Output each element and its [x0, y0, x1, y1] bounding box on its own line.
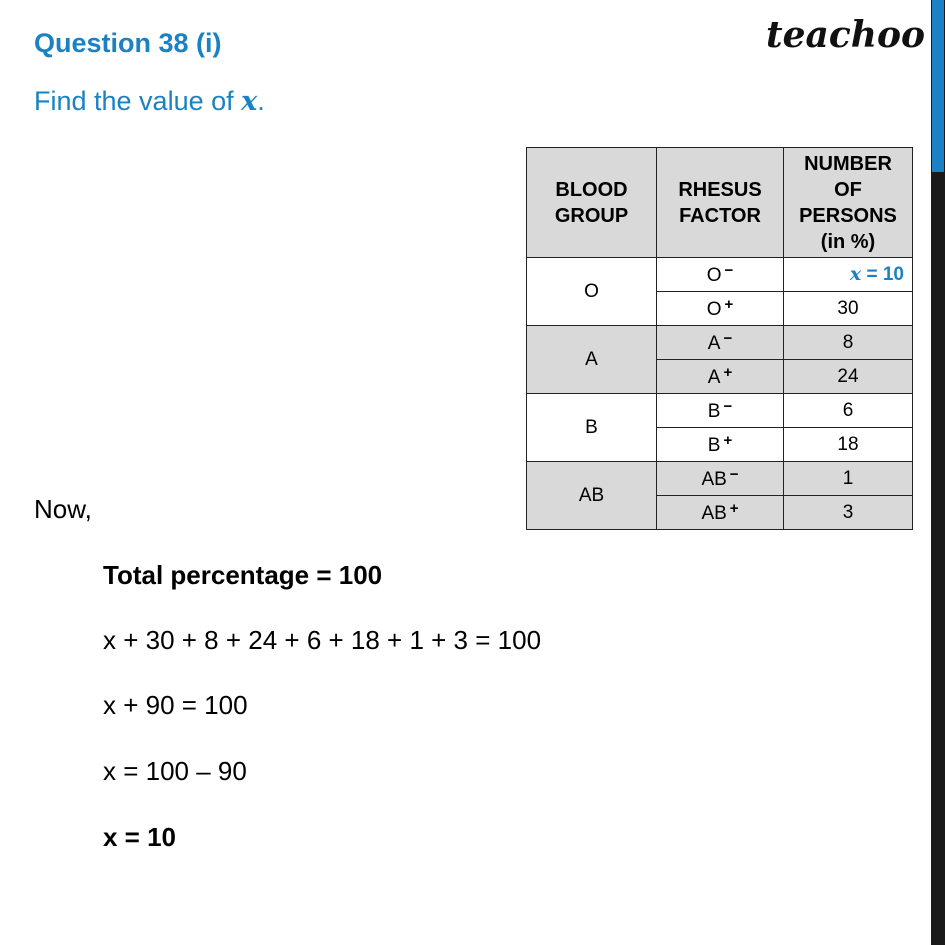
factor-cell [657, 258, 784, 292]
question-text [34, 86, 265, 117]
solution-line-simplified: x + 90 = 100 [103, 690, 248, 720]
factor-sign: + [729, 500, 739, 517]
factor-text: O [706, 265, 722, 286]
solution-line-total: Total percentage = 100 [103, 560, 383, 590]
value-cell: 1 [784, 462, 913, 496]
group-cell: A [527, 326, 657, 394]
factor-sign: + [723, 432, 733, 449]
factor-sign: − [723, 330, 733, 347]
group-cell: B [527, 394, 657, 462]
value-cell: 6 [784, 394, 913, 428]
factor-text: B [707, 401, 721, 422]
table-header-row [527, 148, 913, 258]
factor-sign: − [729, 466, 739, 483]
header-blood-group [527, 148, 657, 258]
value-cell: 30 [784, 292, 913, 326]
factor-text: O [706, 299, 722, 320]
factor-sign: − [724, 262, 734, 279]
group-cell: AB [527, 462, 657, 530]
x-value: = 10 [861, 264, 904, 285]
factor-cell [657, 394, 784, 428]
teachoo-logo[interactable]: teachoo [766, 14, 925, 56]
question-prefix: Find the value of [34, 86, 242, 116]
group-cell: O [527, 258, 657, 326]
header-rhesus-factor-text: RHESUS FACTOR [678, 178, 762, 227]
table-row [527, 394, 913, 428]
header-blood-group-text: BLOOD GROUP [554, 178, 629, 227]
scrollbar[interactable] [931, 0, 945, 945]
table-row [527, 462, 913, 496]
value-cell: 3 [784, 496, 913, 530]
blood-group-table [526, 147, 913, 530]
factor-cell [657, 292, 784, 326]
question-variable: x [241, 86, 258, 117]
header-rhesus-factor [657, 148, 784, 258]
table-row [527, 326, 913, 360]
scrollbar-thumb[interactable] [932, 0, 944, 172]
value-cell: 8 [784, 326, 913, 360]
factor-sign: + [724, 296, 734, 313]
header-number-of-persons [784, 148, 913, 258]
factor-text: B [707, 435, 721, 456]
factor-text: A [707, 333, 721, 354]
factor-sign: + [723, 364, 733, 381]
factor-text: AB [701, 469, 727, 490]
value-cell: 18 [784, 428, 913, 462]
factor-sign: − [723, 398, 733, 415]
factor-text: AB [701, 503, 727, 524]
header-number-text: NUMBER OF PERSONS (in %) [799, 152, 897, 253]
value-cell: 24 [784, 360, 913, 394]
factor-cell [657, 428, 784, 462]
solution-line-sum: x + 30 + 8 + 24 + 6 + 18 + 1 + 3 = 100 [103, 625, 542, 655]
x-variable: x [849, 263, 862, 285]
solution-line-subtract: x = 100 – 90 [103, 756, 247, 786]
factor-cell [657, 326, 784, 360]
solution-line-answer: x = 10 [103, 822, 177, 852]
question-suffix: . [257, 86, 265, 116]
table-row [527, 258, 913, 292]
factor-text: A [707, 367, 721, 388]
factor-cell [657, 462, 784, 496]
value-cell-x [784, 258, 913, 292]
question-title: Question 38 (i) [34, 28, 222, 58]
factor-cell [657, 360, 784, 394]
factor-cell [657, 496, 784, 530]
now-label: Now, [34, 494, 92, 524]
